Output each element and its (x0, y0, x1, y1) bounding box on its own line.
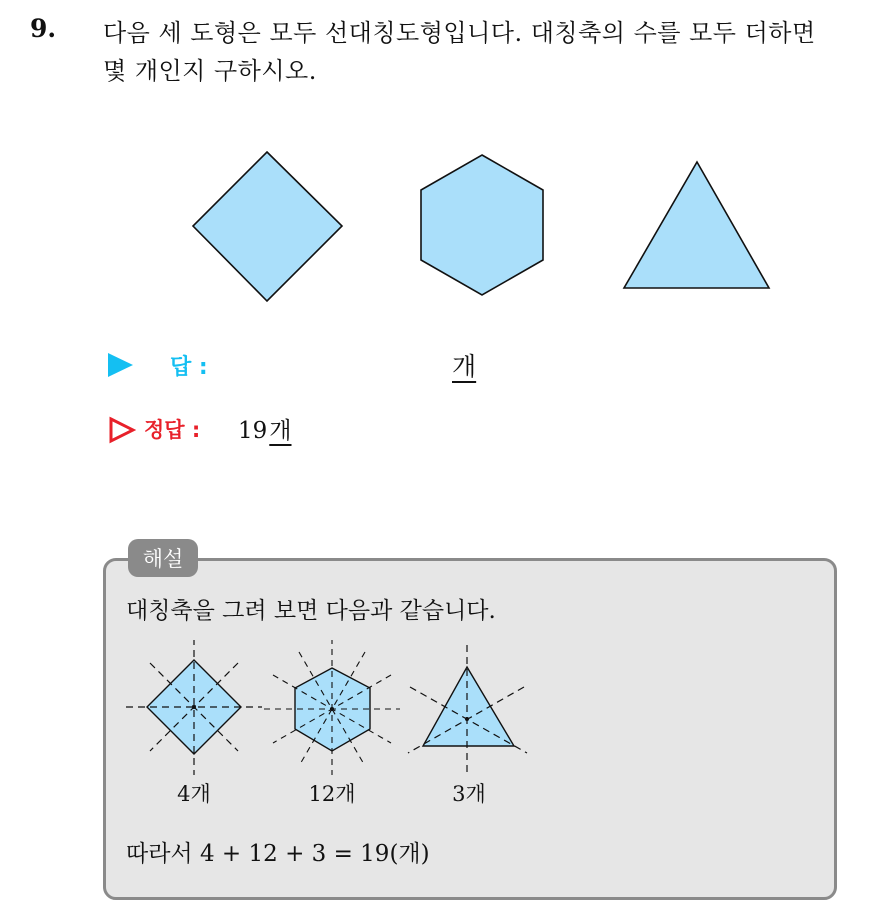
outline-triangle-icon (108, 416, 136, 444)
correct-number: 19 (238, 418, 268, 444)
caption-hexagon: 12개 (308, 782, 356, 806)
question-line-1: 다음 세 도형은 모두 선대칭도형입니다. 대칭축의 수를 모두 더하면 (103, 19, 816, 47)
mini-hexagon (264, 640, 400, 775)
shape-triangle (624, 162, 769, 288)
caption-triangle: 3개 (452, 782, 486, 806)
solution-line-1: 대칭축을 그려 보면 다음과 같습니다. (126, 598, 496, 624)
correct-label: 정답 : (144, 418, 201, 442)
question-line-2: 몇 개인지 구하시오. (103, 57, 317, 85)
mini-triangle (408, 645, 527, 775)
symmetry-axes-figure (0, 640, 884, 775)
figure-shapes (0, 140, 884, 310)
answer-label: 답 : (170, 355, 208, 380)
shape-square (193, 152, 342, 301)
question-text (103, 14, 873, 90)
solution-line-2: 따라서 4 + 12 + 3 = 19(개) (126, 841, 430, 867)
correct-unit: 개 (269, 418, 292, 444)
shape-hexagon (421, 155, 543, 295)
answer-unit: 개 (452, 352, 477, 381)
correct-value (238, 412, 292, 445)
caption-square: 4개 (177, 782, 211, 806)
question-number: 9. (30, 14, 57, 43)
play-triangle-icon (108, 353, 133, 377)
mini-square (126, 640, 262, 775)
solution-tag: 해설 (128, 539, 198, 577)
